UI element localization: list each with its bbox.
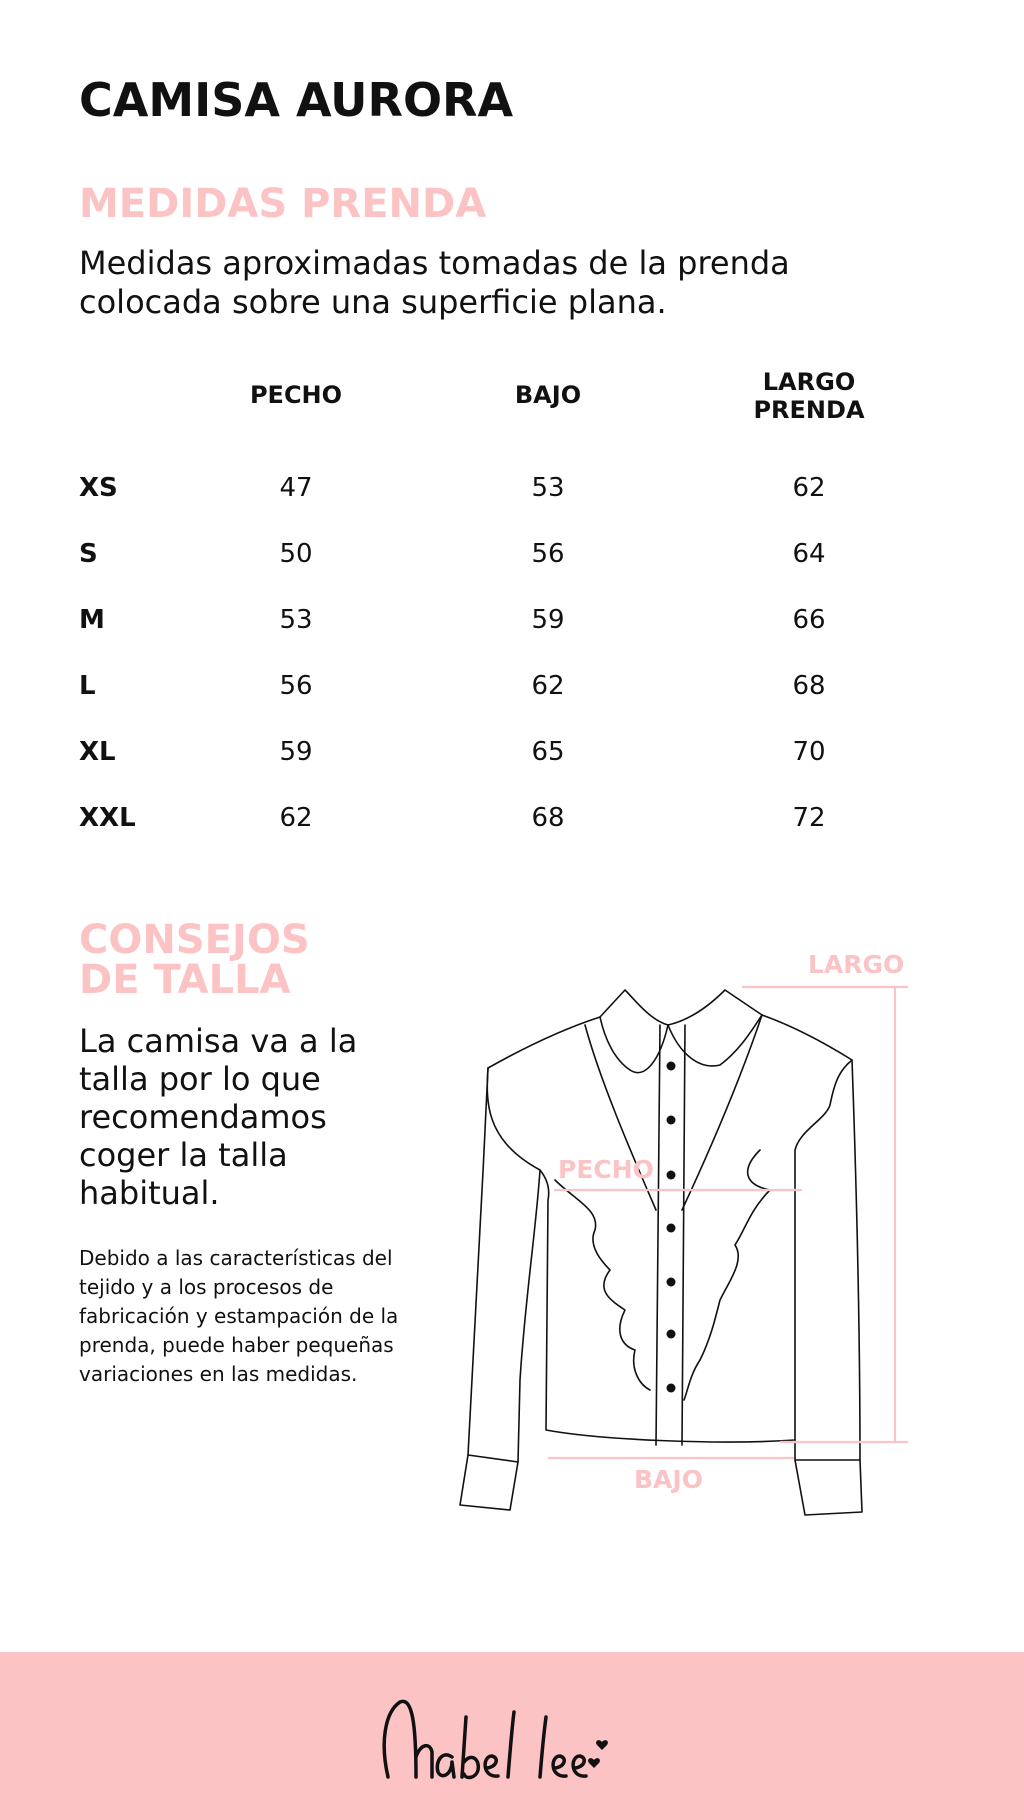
header-pecho: PECHO: [249, 381, 343, 409]
cell-largo: 70: [792, 737, 826, 767]
cell-pecho: 53: [279, 605, 313, 635]
advice-line-1: La camisa va a la: [79, 1022, 358, 1060]
note-line-2: tejido y a los procesos de: [79, 1275, 334, 1299]
consejos-heading-line-1: CONSEJOS: [79, 917, 310, 963]
measurement-note: [79, 1244, 399, 1389]
cell-bajo: 65: [531, 737, 565, 767]
cell-largo: 68: [792, 671, 826, 701]
cell-pecho: 62: [279, 803, 313, 833]
advice-line-3: recomendamos: [79, 1098, 327, 1136]
shirt-diagram: [440, 940, 940, 1520]
cell-pecho: 47: [279, 473, 313, 503]
size-label: XXL: [79, 803, 136, 833]
size-label: L: [79, 671, 96, 701]
footer: [0, 1652, 1024, 1820]
cell-pecho: 56: [279, 671, 313, 701]
size-label: M: [79, 605, 105, 635]
header-bajo: BAJO: [514, 381, 582, 409]
cell-bajo: 53: [531, 473, 565, 503]
advice-line-5: habitual.: [79, 1174, 220, 1212]
size-label: S: [79, 539, 98, 569]
header-prenda: PRENDA: [753, 396, 865, 424]
note-line-3: fabricación y estampación de la: [79, 1304, 399, 1328]
cell-bajo: 68: [531, 803, 565, 833]
medidas-heading: MEDIDAS PRENDA: [79, 181, 487, 227]
cell-bajo: 59: [531, 605, 565, 635]
note-line-4: prenda, puede haber pequeñas: [79, 1333, 394, 1357]
advice-line-4: coger la talla: [79, 1136, 288, 1174]
label-largo: LARGO: [808, 950, 905, 979]
intro-line-1: Medidas aproximadas tomadas de la prenda: [79, 244, 790, 282]
cell-largo: 66: [792, 605, 826, 635]
consejos-heading: [79, 917, 310, 1003]
cell-bajo: 56: [531, 539, 565, 569]
header-largo: LARGO: [762, 368, 856, 396]
shirt-outline: [460, 990, 862, 1515]
button-dots: [667, 1062, 676, 1393]
consejos-heading-line-2: DE TALLA: [79, 957, 291, 1003]
cell-largo: 72: [792, 803, 826, 833]
brand-logo: [380, 1682, 640, 1792]
page-title: CAMISA AURORA: [79, 73, 514, 127]
label-bajo: BAJO: [634, 1465, 703, 1494]
cell-bajo: 62: [531, 671, 565, 701]
advice-text: [79, 1022, 399, 1212]
cell-largo: 64: [792, 539, 826, 569]
size-label: XS: [79, 473, 118, 503]
medidas-intro: [79, 244, 839, 322]
note-line-1: Debido a las características del: [79, 1246, 393, 1270]
note-line-5: variaciones en las medidas.: [79, 1362, 358, 1386]
cell-pecho: 50: [279, 539, 313, 569]
size-label: XL: [79, 737, 116, 767]
advice-line-2: talla por lo que: [79, 1060, 321, 1098]
cell-pecho: 59: [279, 737, 313, 767]
label-pecho: PECHO: [558, 1155, 654, 1184]
header-largo-prenda: [709, 368, 909, 424]
cell-largo: 62: [792, 473, 826, 503]
intro-line-2: colocada sobre una superficie plana.: [79, 283, 667, 321]
